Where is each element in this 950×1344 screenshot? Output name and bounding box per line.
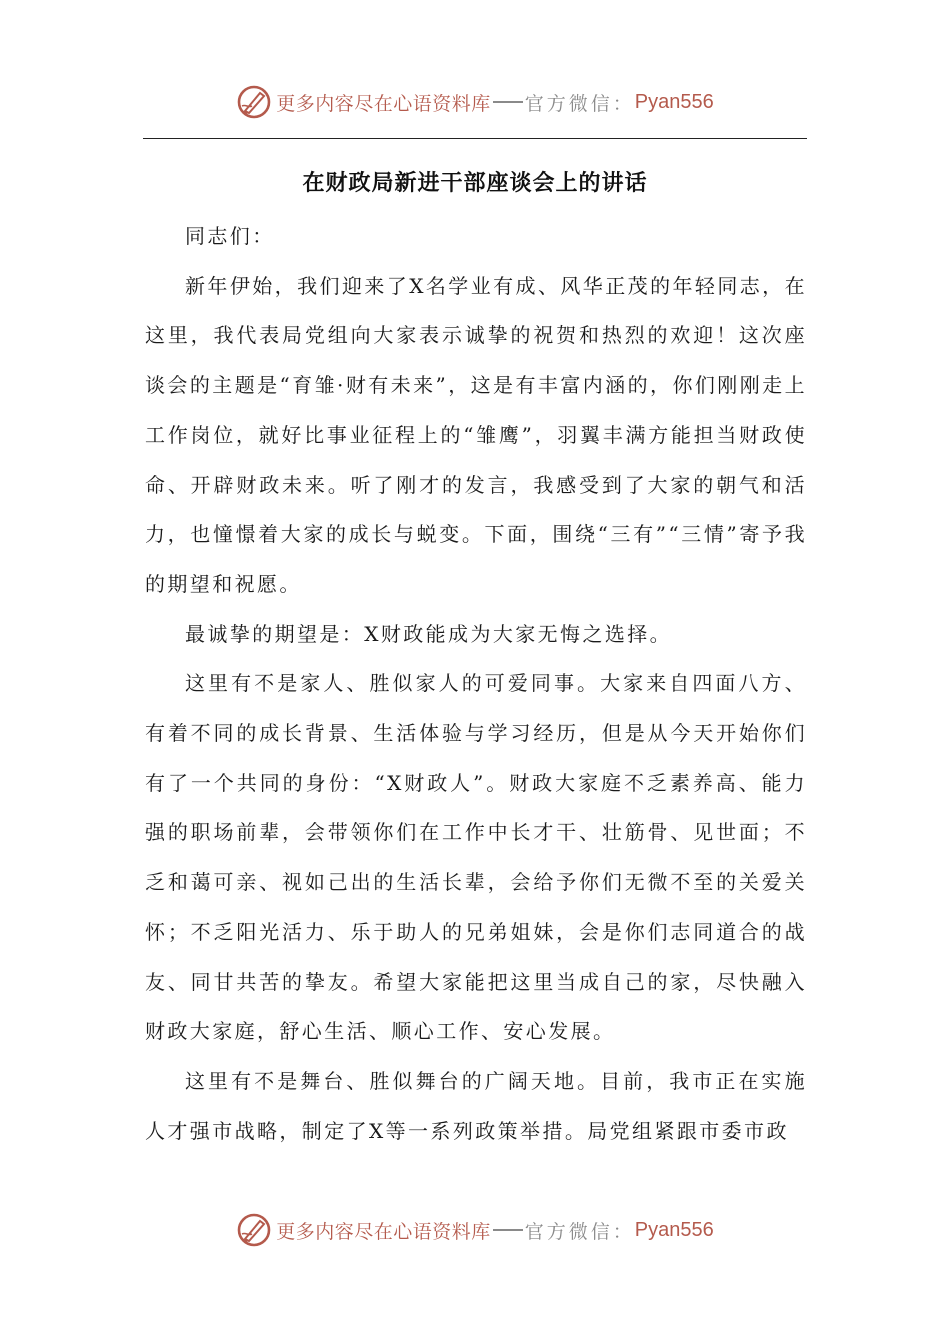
banner-wechat-id: Pyan556 — [634, 1218, 714, 1241]
paragraph-salutation: 同志们： — [185, 224, 275, 248]
document-body — [145, 212, 807, 1156]
document-title: 在财政局新进干部座谈会上的讲话 — [302, 171, 648, 196]
banner-dash — [493, 101, 523, 103]
paragraph: 新年伊始，我们迎来了X名学业有成、风华正茂的年轻同志，在这里，我代表局党组向大家表示诚挚的祝贺和热烈的欢迎！这次座谈会的主题是“育雏·财有未来”，这是有丰富内涵的，你们刚刚走上工作岗位，就好比事业征程上的“雏鹰”，羽翼丰满方能担当财政使命、开辟财政未来。听了刚才的发言，我感受到了大家的朝气和活力，也憧憬着大家的成长与蜕变。下面，围绕“三有”“三情”寄予我的期望和祝愿。 — [145, 273, 807, 596]
paragraph: 这里有不是舞台、胜似舞台的广阔天地。目前，我市正在实施人才强市战略，制定了X等一系列政策举措。局党组紧跟市委市政 — [145, 1068, 807, 1143]
header-rule — [143, 138, 807, 139]
banner-dash — [493, 1229, 523, 1231]
banner-wechat-label: 官方微信： — [524, 92, 635, 115]
paragraph: 这里有不是家人、胜似家人的可爱同事。大家来自四面八方、有着不同的成长背景、生活体验与学习经历，但是从今天开始你们有了一个共同的身份：“X财政人”。财政大家庭不乏素养高、能力强的职场前辈，会带领你们在工作中长才干、壮筋骨、见世面；不乏和蔼可亲、视如己出的生活长辈，会给予你们无微不至的关爱关怀；不乏阳光活力、乐于助人的兄弟姐妹，会是你们志同道合的战友、同甘共苦的挚友。希望大家能把这里当成自己的家，尽快融入财政大家庭，舒心生活、顺心工作、安心发展。 — [145, 671, 807, 1044]
banner-wechat-id: Pyan556 — [634, 90, 714, 113]
pen-logo-icon — [236, 84, 272, 120]
paragraph: 最诚挚的期望是：X财政能成为大家无悔之选择。 — [185, 621, 673, 646]
footer-banner — [0, 1208, 950, 1252]
banner-slogan: 更多内容尽在心语资料库 — [276, 1220, 491, 1243]
header-banner — [0, 80, 950, 124]
banner-slogan: 更多内容尽在心语资料库 — [276, 92, 491, 115]
banner-wechat-label: 官方微信： — [524, 1220, 635, 1243]
pen-logo-icon — [236, 1212, 272, 1248]
